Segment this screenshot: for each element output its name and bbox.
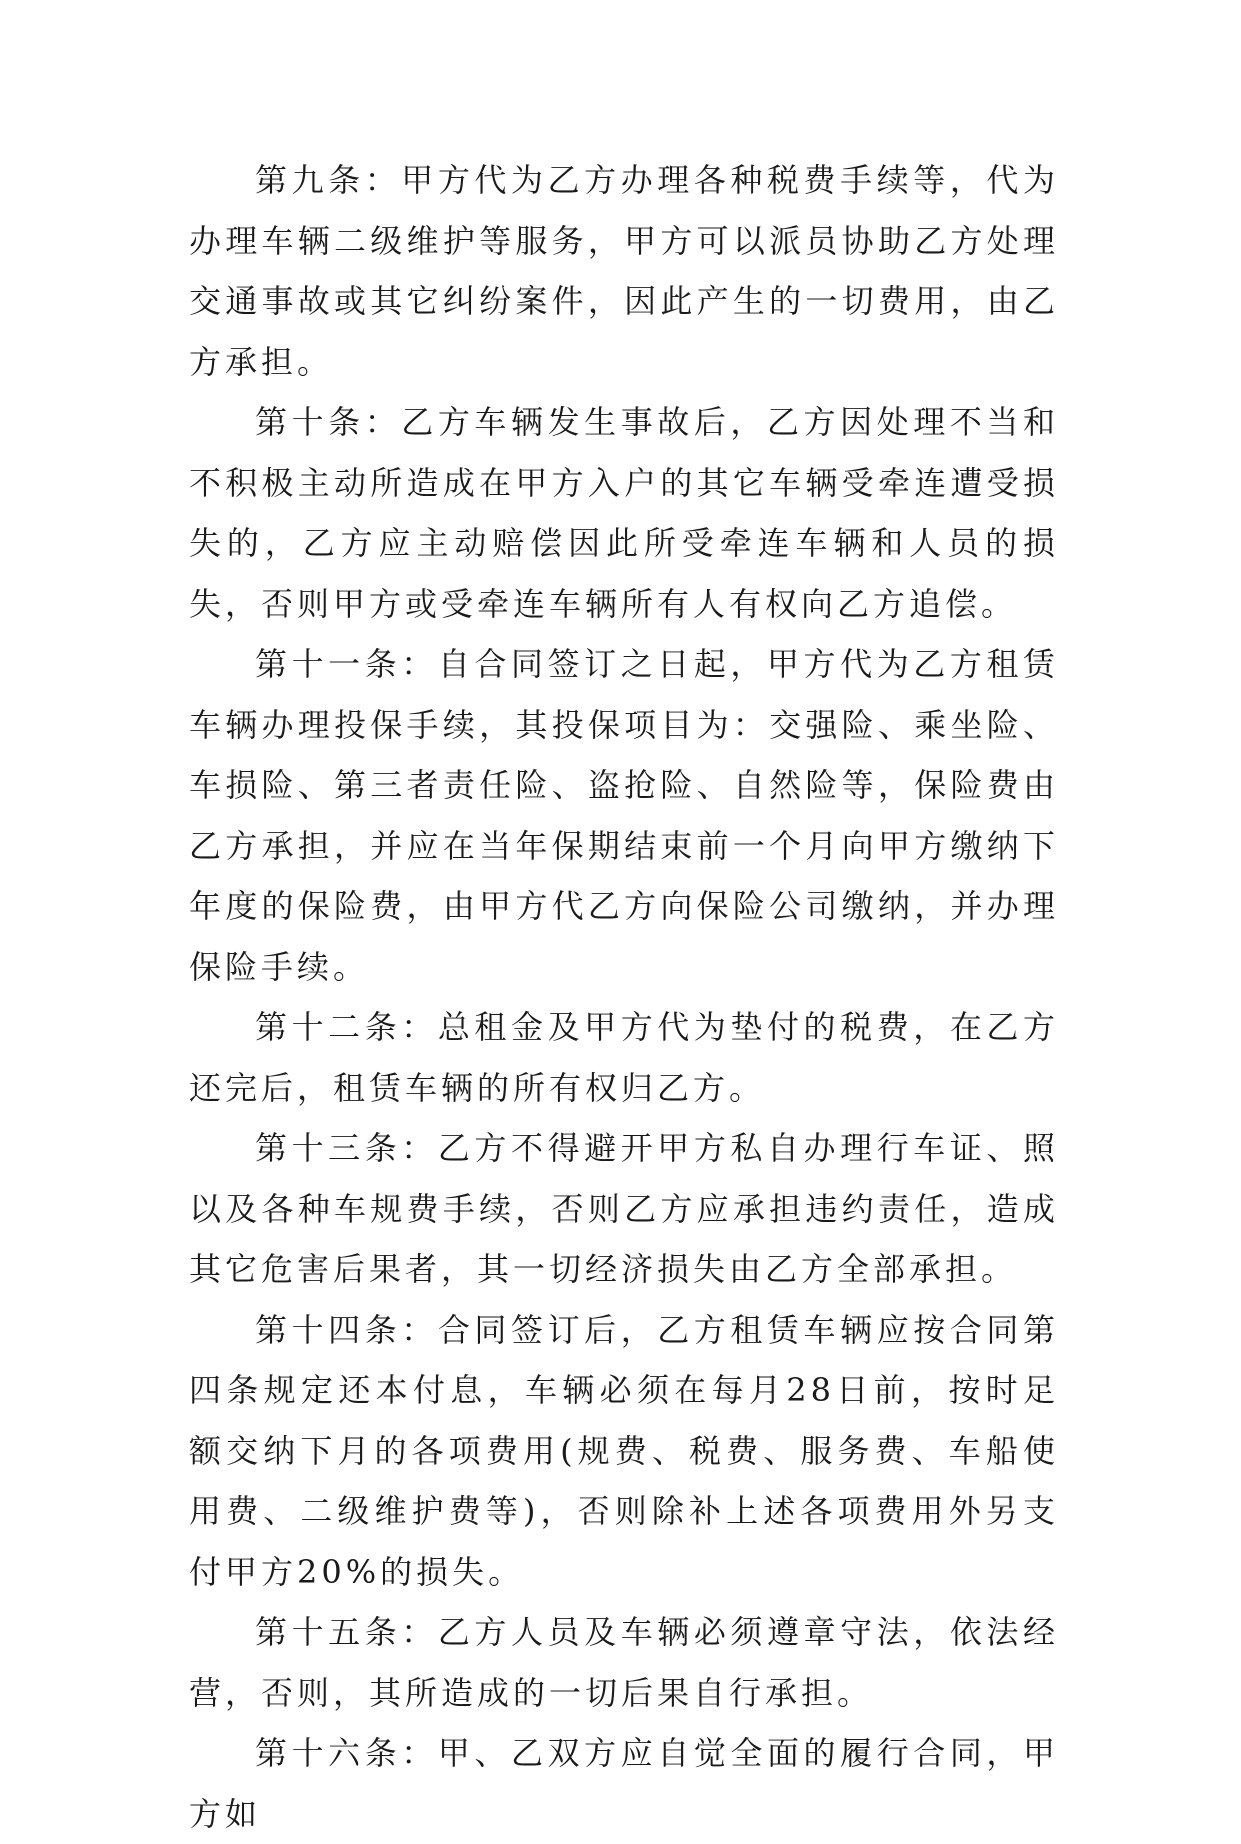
- document-body: [189, 150, 1059, 1844]
- clause-16: 第十六条：甲、乙双方应自觉全面的履行合同，甲方如: [189, 1734, 1059, 1833]
- clause-12: 第十二条：总租金及甲方代为垫付的税费，在乙方还完后，租赁车辆的所有权归乙方。: [189, 1008, 1059, 1107]
- clause-13: 第十三条：乙方不得避开甲方私自办理行车证、照以及各种车规费手续，否则乙方应承担违约责任，造成其它危害后果者，其一切经济损失由乙方全部承担。: [189, 1129, 1059, 1288]
- clause-15: 第十五条：乙方人员及车辆必须遵章守法，依法经营，否则，其所造成的一切后果自行承担。: [189, 1613, 1059, 1712]
- clause-11: 第十一条：自合同签订之日起，甲方代为乙方租赁车辆办理投保手续，其投保项目为：交强险、乘坐险、车损险、第三者责任险、盗抢险、自然险等，保险费由乙方承担，并应在当年保期结束前一个月向甲方缴纳下年度的保险费，由甲方代乙方向保险公司缴纳，并办理保险手续。: [189, 645, 1059, 986]
- clause-10: 第十条：乙方车辆发生事故后，乙方因处理不当和不积极主动所造成在甲方入户的其它车辆受牵连遭受损失的，乙方应主动赔偿因此所受牵连车辆和人员的损失，否则甲方或受牵连车辆所有人有权向乙方追偿。: [189, 403, 1059, 623]
- clause-9: 第九条：甲方代为乙方办理各种税费手续等，代为办理车辆二级维护等服务，甲方可以派员协助乙方处理交通事故或其它纠纷案件，因此产生的一切费用，由乙方承担。: [189, 161, 1059, 381]
- clause-14: 第十四条：合同签订后，乙方租赁车辆应按合同第四条规定还本付息，车辆必须在每月28日前，按时足额交纳下月的各项费用(规费、税费、服务费、车船使用费、二级维护费等)，否则除补上述各项费用外另支付甲方20%的损失。: [189, 1310, 1059, 1591]
